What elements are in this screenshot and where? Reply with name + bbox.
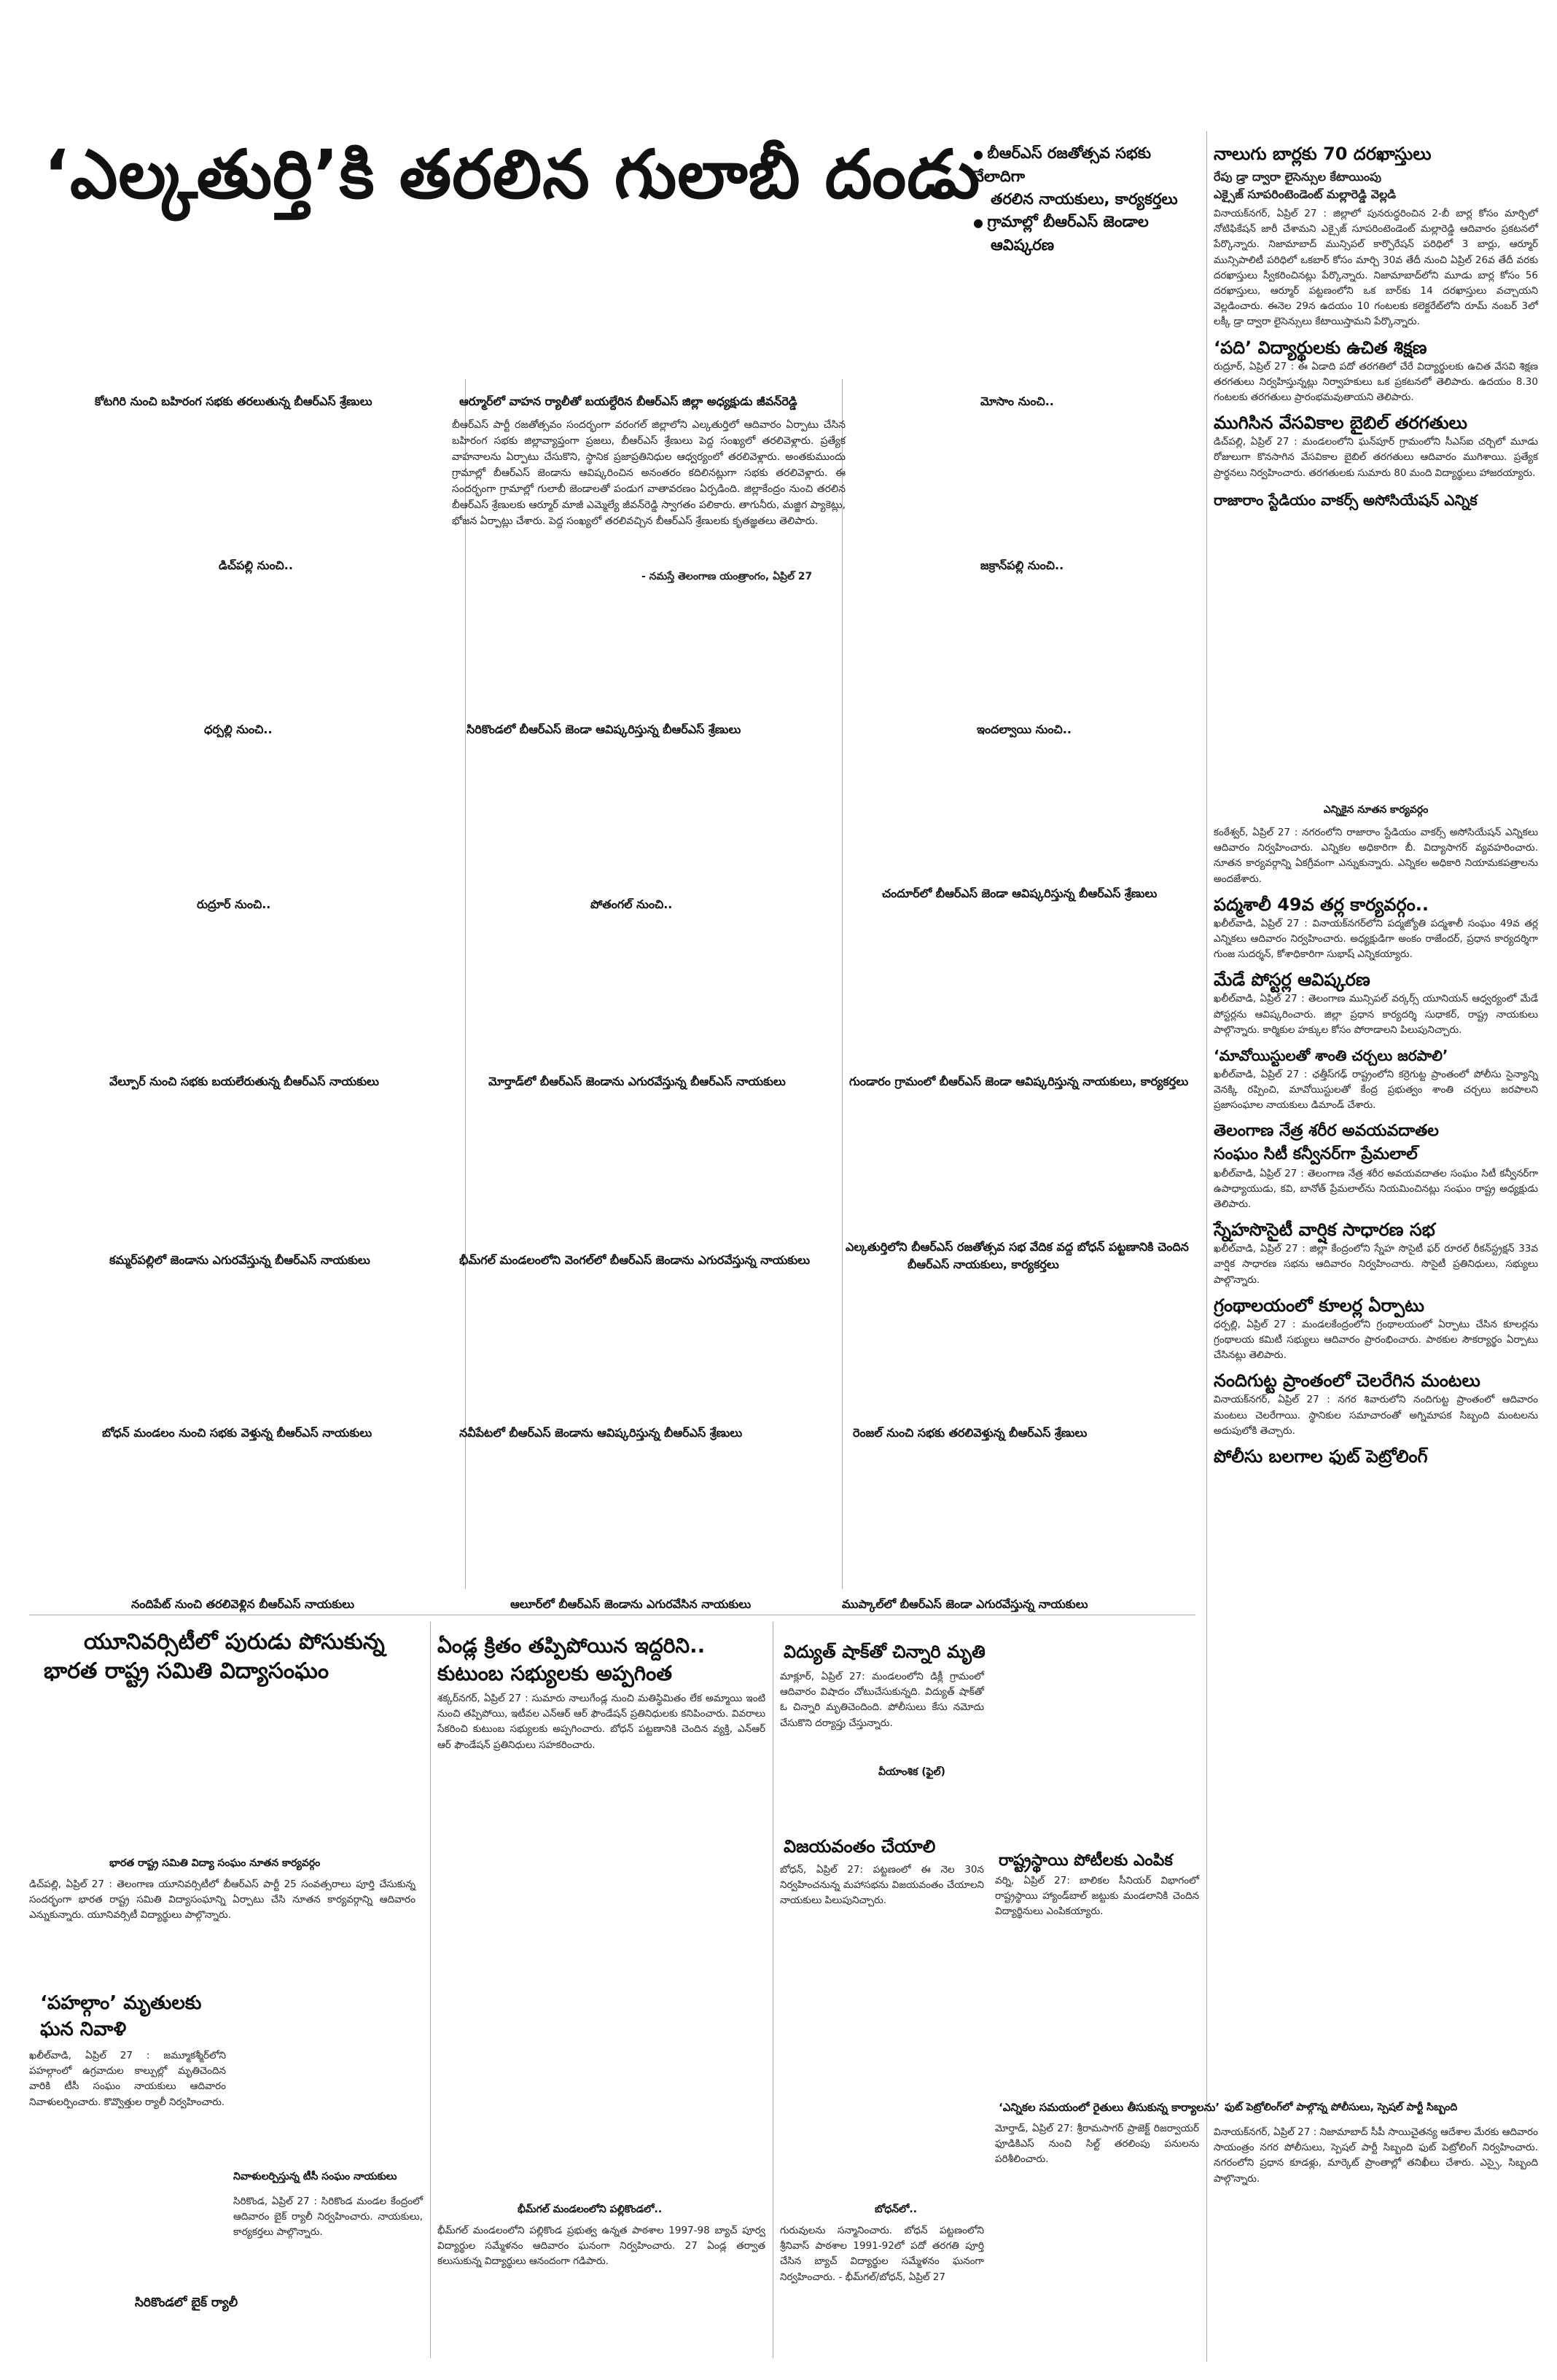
article-body: వినాయక్‌నగర్, ఏప్రిల్ 27 : నగర శివారులోని నందిగుట్ట ప్రాంతంలో ఆదివారం మంటలు చెలరేగాయి. స్థానికుల సమాచారంతో అగ్నిమాపక సిబ్బంది మంటలను అదుపులోకి తెచ్చారు.: [1214, 1394, 1538, 1437]
photo-caption: డిచ్‌పల్లి నుంచి..: [219, 558, 293, 572]
photo-caption: సిరికొండలో బీఆర్ఎస్ జెండా ఆవిష్కరిస్తున్న బీఆర్ఎస్ శ్రేణులు: [467, 722, 741, 736]
right-column: [1214, 142, 1538, 512]
article-headline: యూనివర్సిటీలో పురుడు పోసుకున్న: [84, 1629, 385, 1655]
article-headline: ముగిసిన వేసవికాల బైబిల్ తరగతులు: [1214, 413, 1467, 434]
photo-caption: ఫుట్ పెట్రోలింగ్‌లో పాల్గొన్న పోలీసులు, స్పెషల్ పార్టీ సిబ్బంది: [1225, 2102, 1458, 2113]
page-headline: ‘ఎల్కతుర్తి’కి తరలిన గులాబీ దండు: [44, 136, 981, 214]
article-headline: విజయవంతం చేయాలి: [784, 1836, 936, 1857]
article-body: శక్కర్‌నగర్, ఏప్రిల్ 27 : సుమారు నాలుగేండ్ల నుంచి మతిస్థిమితం లేక అమ్మాయి ఇంటి నుంచి తప్పిపోయి, ఇటీవల ఎన్‌ఆర్ ఆర్ ఫౌండేషన్ ప్రతినిధులకు కనిపించారు. వివరాలు సేకరించి కుటుంబ సభ్యులకు అప్పగించారు. బోధన్ పట్టణానికి చెందిన వ్యక్తి, ఎన్‌ఆర్ ఆర్ ఫౌండేషన్ ప్రతినిధులు సహకరించారు.: [437, 1693, 765, 1751]
bullet-2b: ఆవిష్కరణ: [991, 236, 1055, 254]
article-body: ఖలీల్‌వాడి, ఏప్రిల్ 27 : తెలంగాణ నేత్ర శరీర అవయవదాతల సంఘం సిటీ కన్వీనర్‌గా ఉపాధ్యాయుడు, కవి, బానోత్ ప్రేమలాల్‌ను నియమించినట్లు సంఘం రాష్ట్ర అధ్యక్షుడు తెలిపారు.: [1214, 1167, 1538, 1211]
article-body: డిచ్‌పల్లి, ఏప్రిల్ 27 : తెలంగాణ యూనివర్సిటీలో బీఆర్ఎస్ పార్టీ 25 సంవత్సరాలు పూర్తి చేసుకున్న సందర్భంగా భారత రాష్ట్ర సమితి విద్యాసంఘాన్ని ఏర్పాటు చేసి నూతన కార్యవర్గాన్ని ఆదివారం ఎన్నుకున్నారు. యూనివర్సిటీ విద్యార్థులు పాల్గొన్నారు.: [29, 1878, 415, 1921]
article-body: ఖలీల్‌వాడి, ఏప్రిల్ 27 : తెలంగాణ మున్సిపల్ వర్కర్స్ యూనియన్ ఆధ్వర్యంలో మేడే పోస్టర్లను ఆవిష్కరించారు. జిల్లా ప్రధాన కార్యదర్శి సుధాకర్, రాష్ట్ర నాయకులు పాల్గొన్నారు. కార్మికుల హక్కుల కోసం పోరాడాలని పిలుపునిచ్చారు.: [1214, 993, 1538, 1036]
bullet-1b: తరలిన నాయకులు, కార్యకర్తలు: [991, 190, 1178, 208]
photo-caption: భీమ్‌గల్ మండలంలోని వెంగల్‌లో బీఆర్ఎస్ జెండాను ఎగురవేస్తున్న నాయకులు: [459, 1253, 811, 1267]
article-headline: పోలీసు బలగాల ఫుట్ పెట్రోలింగ్: [1214, 1446, 1428, 1467]
photo-caption: కమ్మర్‌పల్లిలో జెండాను ఎగురవేస్తున్న బీఆర్ఎస్ నాయకులు: [109, 1253, 370, 1267]
article-body: ఖలీల్‌వాడి, ఏప్రిల్ 27 : వినాయక్‌నగర్‌లోని పద్మజ్యోతి పద్మశాలీ సంఘం 49వ తర్ల ఎన్నికలు ఆదివారం నిర్వహించారు. అధ్యక్షుడిగా అంకం రాజేందర్, ప్రధాన కార్యదర్శిగా గుంజ సుదర్శన్, కోశాధికారిగా సుభాష్ ఎన్నికయ్యారు.: [1214, 917, 1538, 961]
photo-caption: ముప్కాల్‌లో బీఆర్ఎస్ జెండా ఎగురవేస్తున్న నాయకులు: [842, 1597, 1088, 1611]
article-body: వర్ని, ఏప్రిల్ 27: బాలికల సీనియర్ విభాగంలో రాష్ట్రస్థాయి హ్యాండ్‌బాల్ జట్టుకు మండలానికి చెందిన విద్యార్థినులు ఎంపికయ్యారు.: [995, 1875, 1199, 1918]
article-headline: పద్మశాలీ 49వ తర్ల కార్యవర్గం..: [1214, 894, 1429, 915]
article-body: ఖలీల్‌వాడి, ఏప్రిల్ 27 : జిల్లా కేంద్రంలోని స్నేహ సొసైటీ ఫర్ రూరల్ రీకన్‌స్ట్రక్షన్ 33వ వార్షిక సాధారణ సభను ఆదివారం నిర్వహించారు. సొసైటీ ప్రతినిధులు, సభ్యులు పాల్గొన్నారు.: [1214, 1243, 1538, 1286]
article-body: మాక్లూర్, ఏప్రిల్ 27: మండలంలోని డిక్లీ గ్రామంలో ఆదివారం విషాదం చోటుచేసుకున్నది. విద్యుత్ షాక్‌తో ఓ చిన్నారి మృతిచెందింది. పోలీసులు కేసు నమోదు చేసుకొని దర్యాప్తు చేస్తున్నారు.: [780, 1671, 984, 1729]
center-story-byline: - నమస్తే తెలంగాణ యంత్రాంగం, ఏప్రిల్ 27: [641, 571, 813, 582]
photo-caption: భీమ్‌గల్ మండలంలోని పల్లికొండలో..: [518, 2204, 663, 2215]
article-body: రుద్రూర్, ఏప్రిల్ 27 : ఈ ఏడాది పదో తరగతిలో చేరే విద్యార్థులకు ఉచిత వేసవి శిక్షణ తరగతులు నిర్వహిస్తున్నట్లు నిర్వాహకులు ఒక ప్రకటనలో తెలిపారు. ఉదయం 8.30 గంటలకు తరగతులు ప్రారంభమవుతాయని తెలిపారు.: [1214, 360, 1538, 404]
sub-headline: సిరికొండలో బైక్ ర్యాలీ: [135, 2295, 238, 2310]
photo-caption: ఇందల్వాయి నుంచి..: [977, 722, 1072, 736]
headline-bullets: [973, 142, 1192, 257]
photo-caption: నవీపేటలో బీఆర్ఎస్ జెండాను ఆవిష్కరిస్తున్న బీఆర్ఎస్ శ్రేణులు: [459, 1426, 743, 1440]
article-body: వినాయక్‌నగర్, ఏప్రిల్ 27 : నిజామాబాద్ సీపీ సాయిచైతన్య ఆదేశాల మేరకు ఆదివారం సాయంత్రం నగర పోలీసులు, స్పెషల్ పార్టీ సిబ్బంది ఫుట్ పెట్రోలింగ్ నిర్వహించారు. నగరంలోని ప్రధాన కూడళ్లు, మార్కెట్ ప్రాంతాల్లో తనిఖీలు చేశారు. ఎస్సై, సిబ్బంది పాల్గొన్నారు.: [1214, 2126, 1538, 2185]
article-headline: ‘పహల్గాం’ మృతులకు: [40, 1992, 202, 2014]
article-body: కంఠేశ్వర్, ఏప్రిల్ 27 : నగరంలోని రాజారాం స్టేడియం వాకర్స్ అసోసియేషన్ ఎన్నికలు ఆదివారం నిర్వహించారు. ఎన్నికల అధికారిగా బీ. విద్యాసాగర్ వ్యవహరించారు. నూతన కార్యవర్గాన్ని ఏకగ్రీవంగా ఎన్నుకున్నారు. ఎన్నికల అధికారి నియామకపత్రాలను అందజేశారు.: [1214, 827, 1538, 885]
article-headline: ఏండ్ల క్రితం తప్పిపోయిన ఇద్దరిని..: [437, 1634, 706, 1658]
bullet-2: ● గ్రామాల్లో బీఆర్ఎస్ జెండాల: [973, 211, 1192, 234]
right-column-lower: [1214, 802, 1538, 1468]
bullet-1: ● బీఆర్ఎస్ రజతోత్సవ సభకు వేలాదిగా: [973, 142, 1192, 188]
article-body: గురువులను సన్మానించారు. బోధన్ పట్టణంలోని శ్రీనివాస్ పాఠశాల 1991-92లో పదో తరగతి పూర్తి చేసిన బ్యాచ్ విద్యార్థుల సమ్మేళనం ఘనంగా నిర్వహించారు. - భీమ్‌గల్/బోధన్, ఏప్రిల్ 27: [780, 2225, 984, 2283]
article-body: భీమ్‌గల్ మండలంలోని పల్లికొండ ప్రభుత్వ ఉన్నత పాఠశాల 1997-98 బ్యాచ్ పూర్వ విద్యార్థుల సమ్మేళనం ఆదివారం ఘనంగా నిర్వహించారు. 27 ఏండ్ల తర్వాత కలుసుకున్న విద్యార్థులు ఆనందంగా గడిపారు.: [437, 2225, 765, 2268]
center-story-body: బీఆర్ఎస్ పార్టీ రజతోత్సవం సందర్భంగా వరంగల్ జిల్లాలోని ఎల్కతుర్తిలో ఆదివారం ఏర్పాటు చేసిన బహిరంగ సభకు జిల్లావ్యాప్తంగా ప్రజలు, బీఆర్ఎస్ శ్రేణులు పెద్ద సంఖ్యలో తరలివెళ్లారు. ప్రత్యేక వాహనాలను ఏర్పాటు చేసుకొని, స్థానిక ప్రజాప్రతినిధుల ఆధ్వర్యంలో తరలివెళ్లారు. అంతకుముందు గ్రామాల్లో బీఆర్ఎస్ జెండాను ఆవిష్కరించిన అనంతరం కదిలినట్లుగా సభకు తరలివెళ్లారు. ఈ సందర్భంగా గ్రామాల్లో గులాబీ జెండాలతో పండుగ వాతావరణం ఏర్పడింది. జిల్లాకేంద్రం నుంచి తరలిన బీఆర్ఎస్ శ్రేణులకు ఆర్మూర్ మాజీ ఎమ్మెల్యే జీవన్‌రెడ్డి స్వాగతం పలికారు. తాగునీరు, మజ్జిగ ప్యాకెట్లు, భోజన ఏర్పాట్లు చేశారు. పెద్ద సంఖ్యలో తరలివచ్చిన బీఆర్ఎస్ శ్రేణులకు కృతజ్ఞతలు తెలిపారు.: [452, 419, 846, 527]
sub-headline: ‘ఎన్నికల సమయంలో రైతులు తీసుకున్న కార్యాలను’: [999, 2101, 1220, 2114]
photo-caption: ధర్పల్లి నుంచి..: [204, 722, 273, 736]
photo-caption: జక్రాన్‌పల్లి నుంచి..: [980, 558, 1064, 572]
article-headline-2: సంఘం సిటీ కన్వీనర్‌గా ప్రేమలాల్: [1214, 1144, 1418, 1163]
article-headline: రాజారాం స్టేడియం వాకర్స్ అసోసియేషన్ ఎన్నిక: [1214, 491, 1478, 509]
article-headline-2: ఘన నివాళి: [40, 2018, 127, 2040]
photo-caption: బీఆర్ఎస్ నాయకులు, కార్యకర్తలు: [908, 1257, 1059, 1271]
photo-caption: మోసాం నుంచి..: [980, 394, 1054, 408]
article-body: వినాయక్‌నగర్, ఏప్రిల్ 27 : జిల్లాలో పునరుద్ధరించిన 2-బీ బార్ల కోసం మార్చిలో నోటిఫికేషన్ జారీ చేశామని ఎక్సైజ్ సూపరింటెండెంట్ మల్లారెడ్డి ఆదివారం ప్రకటనలో పేర్కొన్నారు. నిజామాబాద్ మున్సిపల్ కార్పొరేషన్ పరిధిలో 3 బార్లు, ఆర్మూర్ మున్సిపాలిటీ పరిధిలో ఒకబార్ కోసం మార్చి 30వ తేదీ నుంచి ఏప్రిల్ 26వ తేదీ వరకు దరఖాస్తులు స్వీకరించినట్లు పేర్కొన్నారు. నిజామాబాద్‌లోని మూడు బార్ల కోసం 56 దరఖాస్తులు, ఆర్మూర్ పట్టణంలోని ఒక బార్‌కు 14 దరఖాస్తులు వచ్చాయని వెల్లడించారు. ఈనెల 29న ఉదయం 10 గంటలకు కలెక్టరేట్‌లోని రూమ్ నంబర్ 3లో లక్కీ డ్రా ద్వారా లైసెన్సులు కేటాయిస్తామని పేర్కొన్నారు.: [1214, 208, 1538, 328]
article-body: ధర్పల్లి, ఏప్రిల్ 27 : మండలకేంద్రంలోని గ్రంథాలయంలో ఏర్పాటు చేసిన కూలర్లను గ్రంథాలయ కమిటీ సభ్యులు ఆదివారం ప్రారంభించారు. పాఠకుల సౌకర్యార్థం ఏర్పాటు చేసినట్లు తెలిపారు.: [1214, 1318, 1538, 1362]
article-headline: రాష్ట్రస్థాయి పోటీలకు ఎంపిక: [999, 1852, 1173, 1870]
article-headline-2: కుటుంబ సభ్యులకు అప్పగింత: [437, 1661, 673, 1685]
article-headline: ‘పది’ విద్యార్థులకు ఉచిత శిక్షణ: [1214, 337, 1427, 358]
photo-caption: బోధన్‌లో..: [875, 2204, 918, 2215]
photo-caption: ఆర్మూర్‌లో వాహన ర్యాలీతో బయల్దేరిన బీఆర్ఎస్ జిల్లా అధ్యక్షుడు జీవన్‌రెడ్డి: [459, 394, 797, 408]
photo-caption: మోర్తాడ్‌లో బీఆర్ఎస్ జెండాను ఎగురవేస్తున్న బీఆర్ఎస్ నాయకులు: [488, 1074, 786, 1088]
photo-caption: నందిపేట్ నుంచి తరలివెళ్లిన బీఆర్ఎస్ నాయకులు: [131, 1597, 355, 1611]
article-body: ఖలీల్‌వాడి, ఏప్రిల్ 27 : జమ్మూకశ్మీర్‌లోని పహల్గాంలో ఉగ్రవాదుల కాల్పుల్లో మృతిచెందిన వారికి టీసీ సంఘం నాయకులు ఆదివారం నివాళులర్పించారు. కొవ్వొత్తుల ర్యాలీ నిర్వహించారు.: [29, 2050, 226, 2108]
article-headline-2: భారత రాష్ట్ర సమితి విద్యాసంఘం: [44, 1658, 329, 1684]
photo-caption: వేల్పూర్ నుంచి సభకు బయలేరుతున్న బీఆర్ఎస్ నాయకులు: [109, 1074, 379, 1088]
article-headline: గ్రంథాలయంలో కూలర్ల ఏర్పాటు: [1214, 1295, 1424, 1316]
photo-caption: నివాళులర్పిస్తున్న టీసీ సంఘం నాయకులు: [233, 2171, 397, 2182]
article-body: సిరికొండ, ఏప్రిల్ 27 : సిరికొండ మండల కేంద్రంలో ఆదివారం బైక్ ర్యాలీ నిర్వహించారు. నాయకులు, కార్యకర్తలు పాల్గొన్నారు.: [233, 2196, 423, 2239]
article-body: మోర్తాడ్, ఏప్రిల్ 27: శ్రీరామసాగర్ ప్రాజెక్ట్ రిజర్వాయర్ ఫూడికిఎస్ నుంచి సిల్ట్ తరలింపు పనులను పరిశీలించారు.: [995, 2123, 1199, 2166]
photo-caption: పోతంగల్ నుంచి..: [590, 897, 673, 911]
photo-caption: రెంజల్ నుంచి సభకు తరలివెళ్తున్న బీఆర్ఎస్ శ్రేణులు: [853, 1426, 1088, 1440]
photo-caption: చందూర్‌లో బీఆర్ఎస్ జెండా ఆవిష్కరిస్తున్న బీఆర్ఎస్ శ్రేణులు: [882, 886, 1158, 900]
photo-caption: బోధన్ మండలం నుంచి సభకు వెళ్తున్న బీఆర్ఎస్ నాయకులు: [102, 1426, 372, 1440]
article-bullet: ఎక్సైజ్ సూపరింటెండెంట్ మల్లారెడ్డి వెల్లడి: [1214, 187, 1397, 201]
article-headline: నందిగుట్ట ప్రాంతంలో చెలరేగిన మంటలు: [1214, 1370, 1480, 1392]
article-headline: తెలంగాణ నేత్ర శరీర అవయవదాతల: [1214, 1121, 1439, 1140]
article-headline: నాలుగు బార్లకు 70 దరఖాస్తులు: [1214, 144, 1432, 164]
photo-caption: కోటగిరి నుంచి బహిరంగ సభకు తరలుతున్న బీఆర్ఎస్ శ్రేణులు: [95, 394, 372, 408]
photo-caption: వీయాంశిక (ఫైల్): [878, 1766, 945, 1778]
article-body: బోధన్, ఏప్రిల్ 27: పట్టణంలో ఈ నెల 30న నిర్వహించనున్న మహాసభను విజయవంతం చేయాలని నాయకులు పిలుపునిచ్చారు.: [780, 1864, 984, 1907]
photo-caption: గుండారం గ్రామంలో బీఆర్ఎస్ జెండా ఆవిష్కరిస్తున్న నాయకులు, కార్యకర్తలు: [849, 1074, 1189, 1088]
article-bullet: రేపు డ్రా ద్వారా లైసెన్సుల కేటాయింపు: [1214, 170, 1381, 184]
photo-caption: భారత రాష్ట్ర సమితి విద్యా సంఘం నూతన కార్యవర్గం: [109, 1857, 321, 1869]
photo-caption: రుద్రూర్ నుంచి..: [197, 897, 271, 911]
article-body: డిచ్‌పల్లి, ఏప్రిల్ 27 : మండలంలోని ఘన్‌పూర్ గ్రామంలోని సీఎస్ఐ చర్చిలో మూడు రోజులుగా కొనసాగిన వేసవికాల బైబిల్ తరగతులు ఆదివారం ముగిశాయి. ప్రత్యేక ప్రార్థనలు నిర్వహించారు. తరగతులకు సుమారు 80 మంది విద్యార్థులు హాజరయ్యారు.: [1214, 436, 1538, 479]
photo-caption: ఎల్కతుర్తిలోని బీఆర్ఎస్ రజతోత్సవ సభ వేదిక వద్ద బోధన్ పట్టణానికి చెందిన: [846, 1240, 1189, 1254]
article-headline: విద్యుత్ షాక్‌తో చిన్నారి మృతి: [784, 1642, 986, 1662]
article-headline: మేడే పోస్టర్ల ఆవిష్కరణ: [1214, 969, 1370, 991]
article-headline: ‘మావోయిస్టులతో శాంతి చర్చలు జరపాలి’: [1214, 1047, 1448, 1065]
photo-caption: ఆలూర్‌లో బీఆర్ఎస్ జెండాను ఎగురవేసిన నాయకులు: [510, 1597, 752, 1611]
photo-caption: ఎన్నికైన నూతన కార్యవర్గం: [1323, 804, 1429, 816]
article-body: ఖలీల్‌వాడి, ఏప్రిల్ 27 : ఛత్తీస్‌గఢ్ రాష్ట్రంలోని కర్రెగుట్ట ప్రాంతంలో పోలీసు సైన్యాన్ని వెనక్కి రప్పించి, మావోయిస్టులతో కేంద్ర ప్రభుత్వం శాంతి చర్చలు జరపాలని ప్రజాసంఘాల నాయకులు డిమాండ్ చేశారు.: [1214, 1069, 1538, 1112]
article-headline: స్నేహసొసైటీ వార్షిక సాధారణ సభ: [1214, 1220, 1435, 1241]
